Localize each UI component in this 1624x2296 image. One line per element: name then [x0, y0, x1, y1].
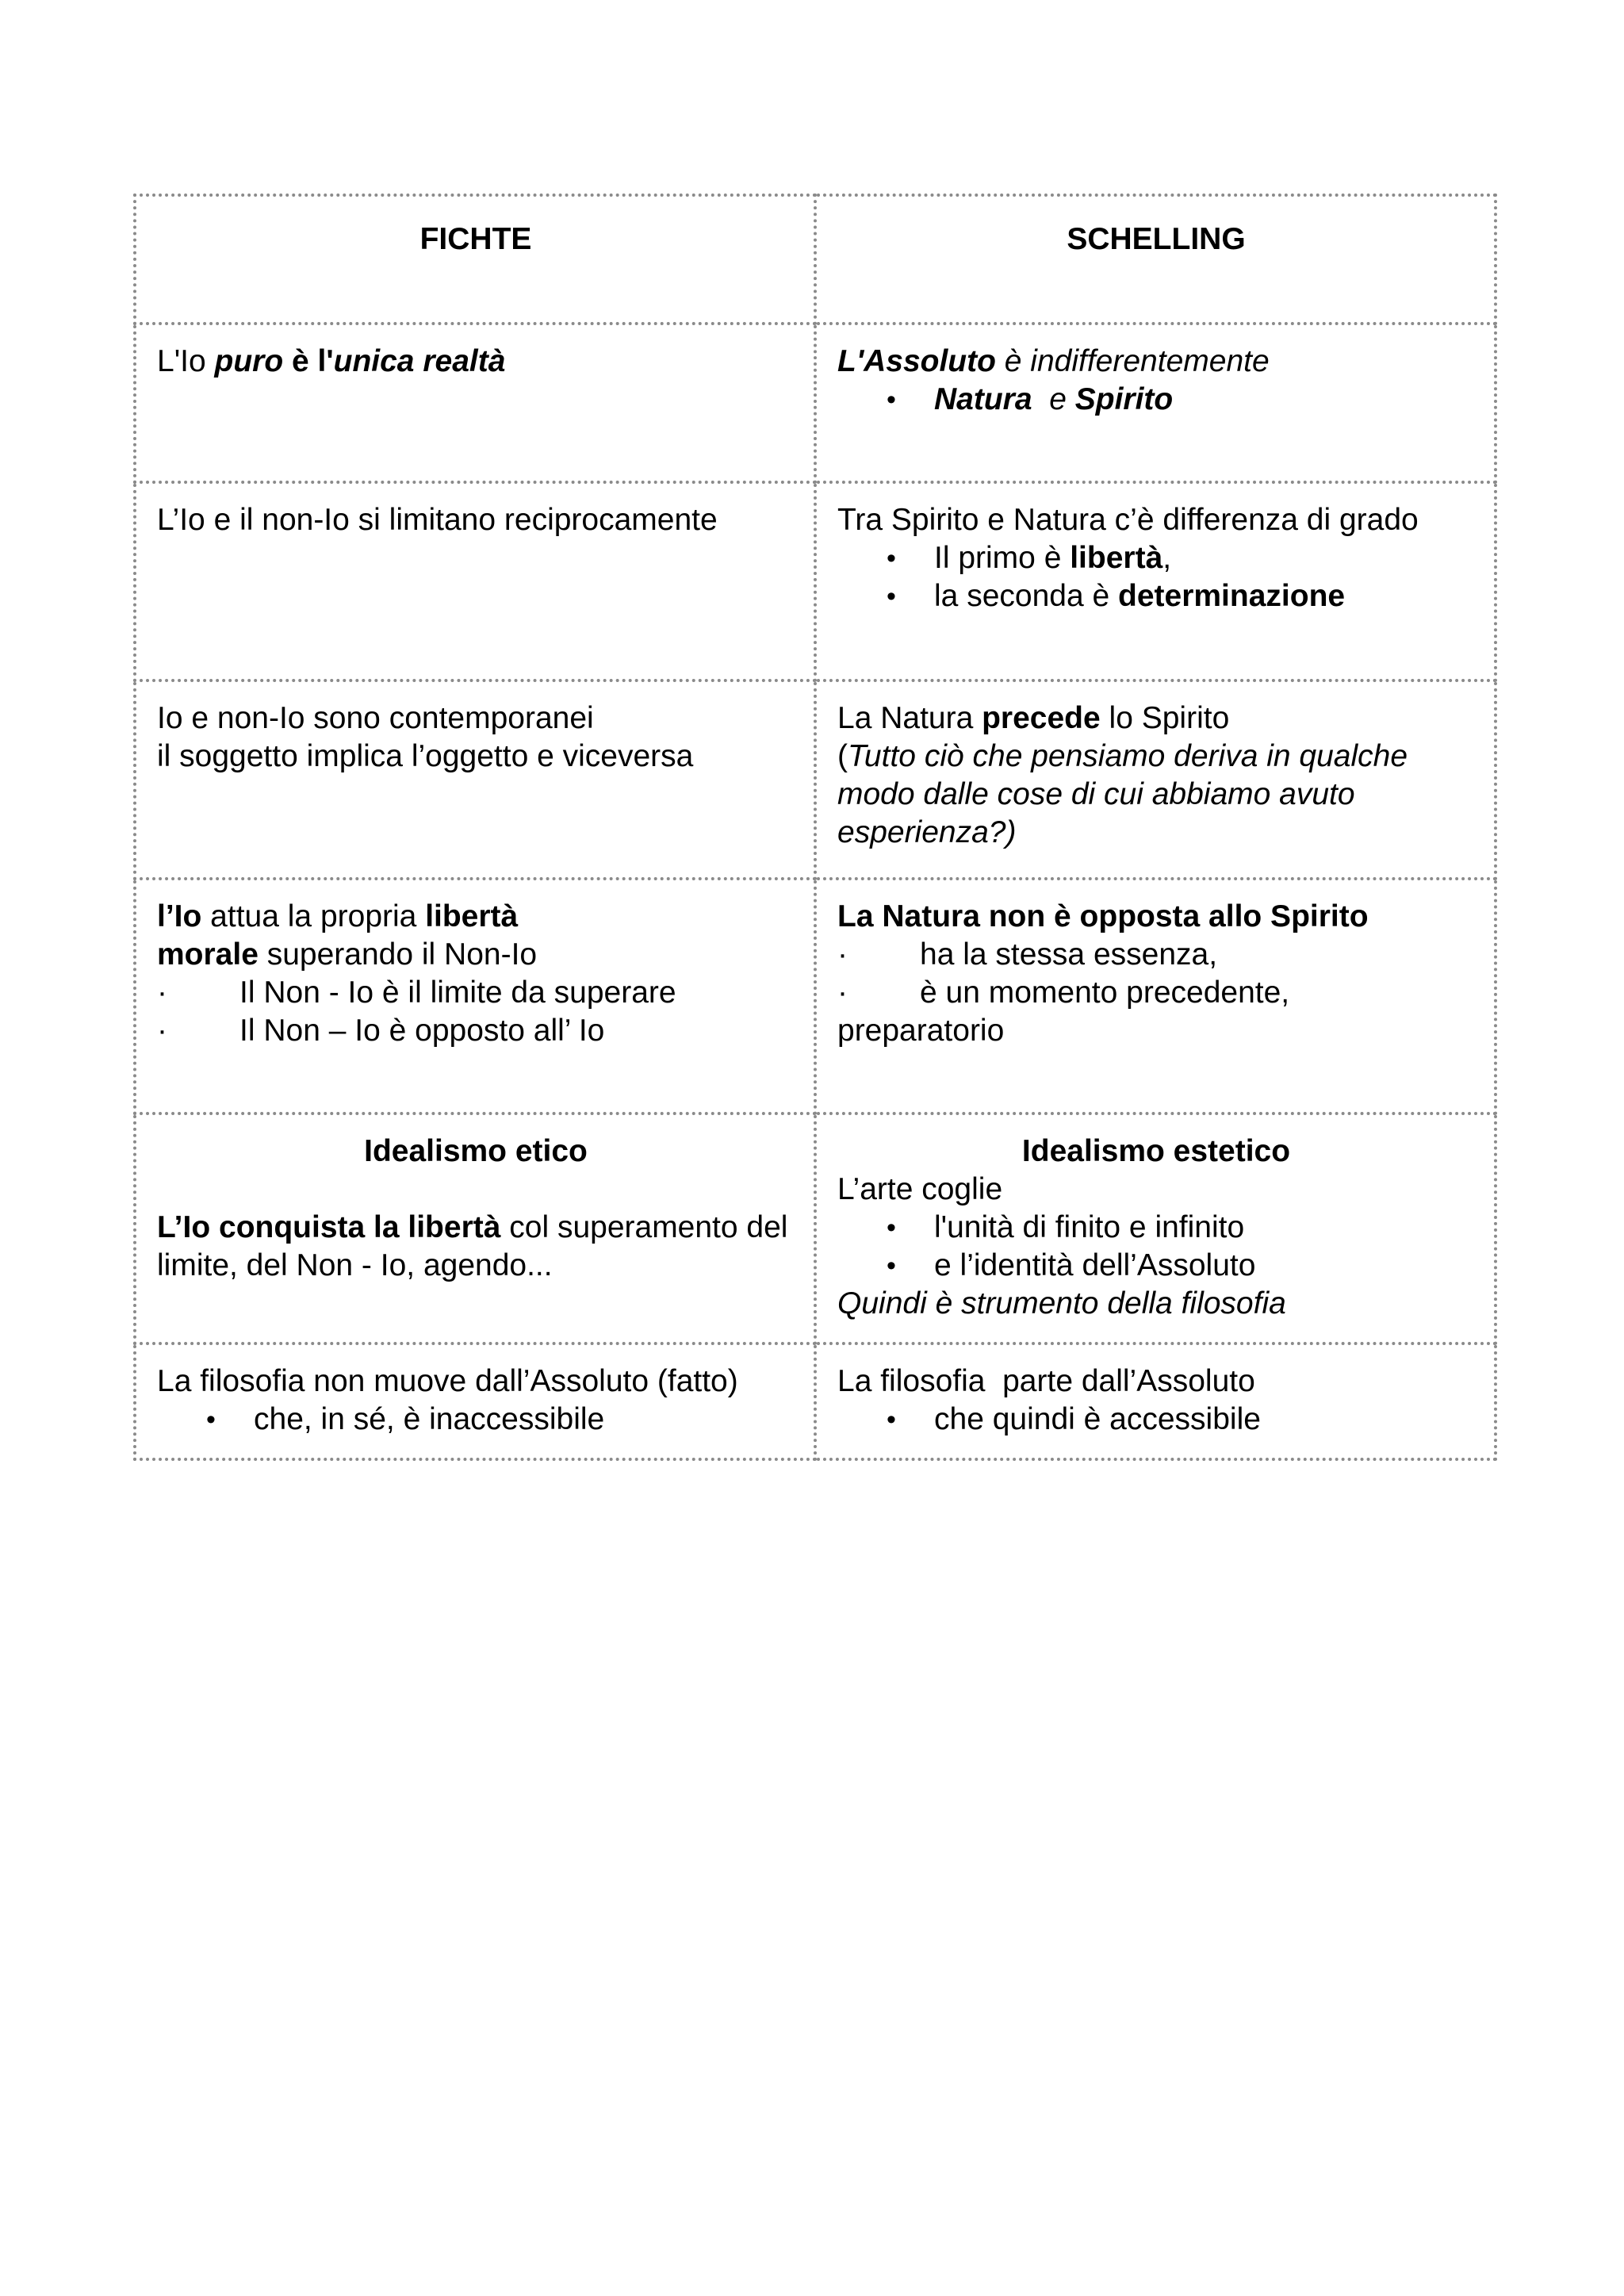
- schelling-cell-natura-precede: [815, 680, 1496, 879]
- column-header-fichte: FICHTE: [135, 195, 815, 324]
- table-row: [135, 324, 1496, 482]
- text: Il primo è: [934, 541, 1071, 575]
- table-header-row: [135, 195, 1496, 324]
- schelling-cell-filosofia: [815, 1343, 1496, 1459]
- text: L’Io e il non-Io si limitano reciprocamente: [157, 503, 718, 537]
- text: lo Spirito: [1100, 701, 1230, 735]
- text: la seconda è: [934, 579, 1119, 613]
- list-item: · Il Non - Io è il limite da superare: [157, 974, 795, 1012]
- dot-list: [837, 936, 1475, 1012]
- text-bold: L’Io conquista la libertà: [157, 1210, 501, 1244]
- fichte-cell-idealismo-etico: [135, 1114, 815, 1343]
- text: La filosofia parte dall’Assoluto: [837, 1364, 1255, 1398]
- text: ,: [1162, 541, 1172, 575]
- list-item: · Il Non – Io è opposto all’ Io: [157, 1012, 795, 1050]
- table-row: [135, 1343, 1496, 1459]
- bullet-list: [837, 539, 1475, 615]
- fichte-cell-contemporanei: [135, 680, 815, 879]
- text-bold: l’Io: [157, 899, 202, 933]
- text-bold: La Natura non è opposta allo Spirito: [837, 899, 1369, 933]
- spacer: [157, 1171, 795, 1209]
- table-row: [135, 879, 1496, 1114]
- section-heading: Idealismo estetico: [1021, 1134, 1291, 1168]
- text: il soggetto implica l’oggetto e viceversa: [157, 739, 694, 773]
- text: L'Io: [157, 344, 215, 378]
- list-item: [837, 539, 1475, 577]
- text: superando il Non-Io: [258, 937, 538, 972]
- bullet-list: [157, 1401, 795, 1439]
- fichte-cell-filosofia: [135, 1343, 815, 1459]
- list-item: • che, in sé, è inaccessibile: [157, 1401, 795, 1439]
- section-heading: Idealismo etico: [364, 1134, 588, 1168]
- bullet-list: [837, 1209, 1475, 1285]
- schelling-cell-natura-non-opposta: [815, 879, 1496, 1114]
- table-row: [135, 1114, 1496, 1343]
- fichte-cell-unica-realta: [135, 324, 815, 482]
- text-bold: libertà: [425, 899, 519, 933]
- fichte-cell-liberta-morale: [135, 879, 815, 1114]
- text-bold-italic: Natura: [934, 382, 1032, 416]
- text-italic: Tutto ciò che pensiamo deriva in qualche modo dalle cose di cui abbiamo avuto esperienza?): [837, 739, 1408, 849]
- text: attua la propria: [201, 899, 426, 933]
- comparison-table: [133, 194, 1497, 1461]
- list-item: • che quindi è accessibile: [837, 1401, 1475, 1439]
- text-italic: Quindi è strumento della filosofia: [837, 1286, 1286, 1320]
- text: Tra Spirito e Natura c’è differenza di grado: [837, 503, 1419, 537]
- list-item: • e l’identità dell’Assoluto: [837, 1247, 1475, 1285]
- schelling-cell-differenza-grado: [815, 482, 1496, 680]
- fichte-cell-limitazione: [135, 482, 815, 680]
- schelling-cell-idealismo-estetico: [815, 1114, 1496, 1343]
- text: preparatorio: [837, 1014, 1005, 1048]
- text-bold-italic: unica realtà: [333, 344, 506, 378]
- text: (: [837, 739, 848, 773]
- list-item: • l'unità di finito e infinito: [837, 1209, 1475, 1247]
- text-bold: è l': [283, 344, 334, 378]
- text-bold: determinazione: [1118, 579, 1346, 613]
- list-item: · è un momento precedente,: [837, 974, 1475, 1012]
- table-row: [135, 482, 1496, 680]
- text-italic: e: [1032, 382, 1075, 416]
- text: Io e non-Io sono contemporanei: [157, 701, 594, 735]
- column-header-schelling: SCHELLING: [815, 195, 1496, 324]
- list-item: [837, 381, 1475, 419]
- bullet-list: [837, 381, 1475, 419]
- text: La Natura: [837, 701, 982, 735]
- list-item: · ha la stessa essenza,: [837, 936, 1475, 974]
- text: La filosofia non muove dall’Assoluto (fatto): [157, 1364, 738, 1398]
- text-bold-italic: Spirito: [1074, 382, 1174, 416]
- text-bold-italic: L'Assoluto: [837, 344, 996, 378]
- text-bold-italic: puro: [214, 344, 284, 378]
- schelling-cell-assoluto: [815, 324, 1496, 482]
- text-bold: libertà: [1070, 541, 1163, 575]
- list-item: [837, 577, 1475, 615]
- text: col superamento del limite, del Non - Io, agendo...: [157, 1210, 788, 1282]
- table-row: [135, 680, 1496, 879]
- dot-list: [157, 974, 795, 1050]
- text-italic: è indifferentemente: [995, 344, 1270, 378]
- text-bold: morale: [157, 937, 259, 972]
- bullet-list: [837, 1401, 1475, 1439]
- text-bold: precede: [982, 701, 1101, 735]
- text: L’arte coglie: [837, 1172, 1003, 1206]
